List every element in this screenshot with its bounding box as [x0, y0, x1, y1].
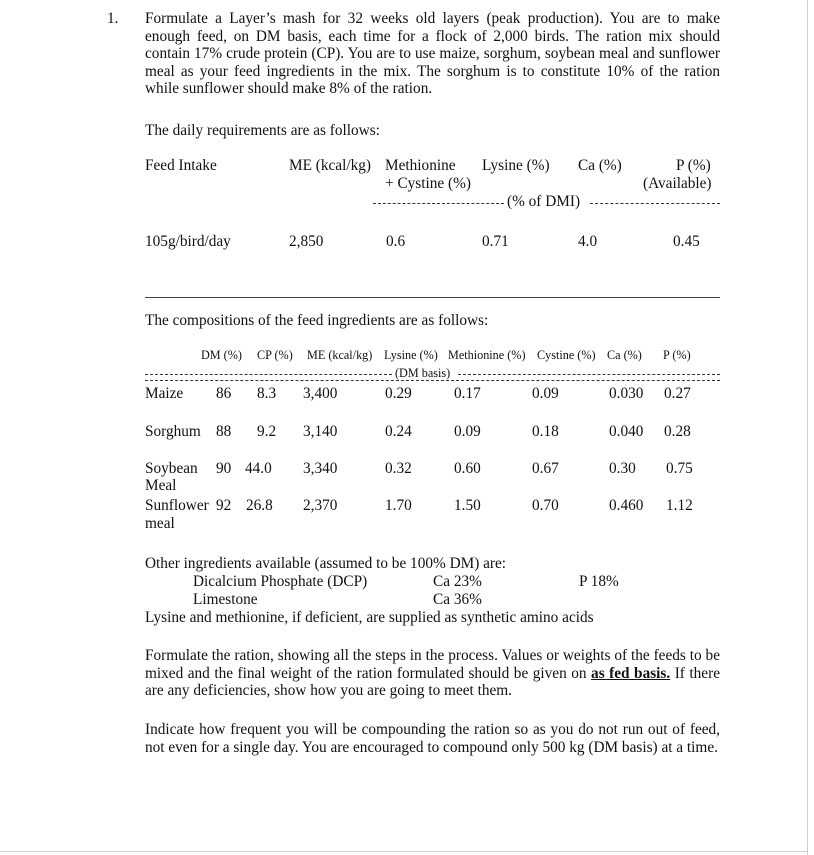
dcp-ca: Ca 23%	[433, 573, 482, 590]
row-sorghum-dm: 88	[216, 423, 232, 440]
col-lysine: Lysine (%)	[384, 348, 438, 362]
header-lysine: Lysine (%)	[482, 157, 550, 174]
daily-requirements-heading: The daily requirements are as follows:	[145, 122, 380, 139]
col-me: ME (kcal/kg)	[307, 348, 373, 362]
header-feed-intake: Feed Intake	[145, 157, 217, 174]
header-me: ME (kcal/kg)	[289, 157, 371, 174]
row-soybean-lys: 0.32	[385, 460, 412, 477]
formulate-paragraph	[145, 647, 720, 700]
amino-acid-note: Lysine and methionine, if deficient, are supplied as synthetic amino acids	[145, 609, 594, 626]
row-sunflower-me: 2,370	[303, 497, 338, 514]
row-sunflower-lys: 1.70	[385, 497, 412, 514]
row-soybean-meth: 0.60	[454, 460, 481, 477]
row-sorghum-lys: 0.24	[385, 423, 412, 440]
row-sorghum-ca: 0.040	[609, 423, 644, 440]
col-ca: Ca (%)	[607, 348, 642, 362]
value-me: 2,850	[289, 233, 324, 250]
unit-divider-left	[373, 203, 504, 204]
row-sorghum-name: Sorghum	[145, 423, 201, 440]
row-maize-lys: 0.29	[385, 385, 412, 402]
value-ca: 4.0	[578, 233, 598, 250]
row-sorghum-cp: 9.2	[257, 423, 277, 440]
row-sorghum-cys: 0.18	[532, 423, 559, 440]
section-divider	[145, 297, 720, 298]
header-methionine: Methionine	[385, 157, 456, 174]
col-cystine: Cystine (%)	[537, 348, 596, 362]
page-border-right	[807, 0, 808, 855]
limestone-name: Limestone	[193, 591, 258, 608]
col-methionine: Methionine (%)	[448, 348, 526, 362]
composition-heading: The compositions of the feed ingredients are as follows:	[145, 312, 489, 329]
header-p-available: (Available)	[643, 175, 712, 192]
value-lysine: 0.71	[482, 233, 509, 250]
value-feed-intake: 105g/bird/day	[145, 233, 231, 250]
row-soybean-name: Soybean	[145, 460, 198, 477]
unit-label: (% of DMI)	[507, 193, 581, 210]
row-maize-cp: 8.3	[257, 385, 277, 402]
row-maize-dm: 86	[216, 385, 232, 402]
dcp-name: Dicalcium Phosphate (DCP)	[193, 573, 368, 590]
intro-paragraph: Formulate a Layer’s mash for 32 weeks old layers (peak production). You are to make enough feed, on DM basis, each time for a flock of 2,000 birds. The ration mix should contain 17% crude protein (CP). You are to use maize, sorghum, soybean meal and sunflower meal as your feed ingredients in the mix. The sorghum is to constitute 10% of the ration while sunflower should make 8% of the ration.	[145, 10, 720, 97]
row-sunflower-cp: 26.8	[246, 497, 273, 514]
as-fed-basis-emphasis: as fed basis.	[591, 664, 671, 682]
page-border-bottom	[0, 851, 808, 852]
row-soybean-cys: 0.67	[532, 460, 559, 477]
basis-divider-left	[145, 374, 392, 375]
row-sorghum-me: 3,140	[303, 423, 338, 440]
header-p: P (%)	[676, 157, 711, 174]
question-number: 1.	[107, 10, 119, 27]
value-meth-cys: 0.6	[386, 233, 406, 250]
row-sunflower-cys: 0.70	[532, 497, 559, 514]
dcp-p: P 18%	[579, 573, 619, 590]
row-sorghum-p: 0.28	[664, 423, 691, 440]
row-soybean-me: 3,340	[303, 460, 338, 477]
basis-divider-right	[458, 374, 720, 375]
header-cystine: + Cystine (%)	[385, 175, 471, 192]
col-dm: DM (%)	[201, 348, 242, 362]
row-sorghum-meth: 0.09	[454, 423, 481, 440]
other-ingredients-heading: Other ingredients available (assumed to be 100% DM) are:	[145, 555, 507, 572]
row-maize-p: 0.27	[664, 385, 691, 402]
header-rule	[145, 380, 720, 381]
row-soybean-name-line2: Meal	[145, 477, 177, 494]
row-sunflower-dm: 92	[216, 497, 232, 514]
basis-label: (DM basis)	[395, 366, 451, 380]
row-maize-me: 3,400	[303, 385, 338, 402]
row-maize-meth: 0.17	[454, 385, 481, 402]
row-sunflower-meth: 1.50	[454, 497, 481, 514]
row-maize-cys: 0.09	[532, 385, 559, 402]
row-soybean-dm: 90	[216, 460, 232, 477]
row-soybean-p: 0.75	[666, 460, 693, 477]
row-soybean-cp: 44.0	[245, 460, 272, 477]
row-sunflower-p: 1.12	[666, 497, 693, 514]
row-sunflower-ca: 0.460	[609, 497, 644, 514]
formulate-text-1: Formulate the ration, showing all the steps in the process. Values or weights of the feeds to be mixed and the final weight of the ration formulated should be given on	[145, 647, 720, 682]
value-p: 0.45	[673, 233, 700, 250]
col-cp: CP (%)	[257, 348, 293, 362]
header-ca: Ca (%)	[578, 157, 622, 174]
row-sunflower-name-line2: meal	[145, 515, 175, 532]
unit-divider-right	[590, 203, 720, 204]
row-maize-ca: 0.030	[609, 385, 644, 402]
indicate-paragraph: Indicate how frequent you will be compounding the ration so as you do not run out of feed, not even for a single day. You are encouraged to compound only 500 kg (DM basis) at a time.	[145, 721, 720, 756]
row-maize-name: Maize	[145, 385, 184, 402]
limestone-ca: Ca 36%	[433, 591, 482, 608]
row-sunflower-name: Sunflower	[145, 497, 209, 514]
col-p: P (%)	[663, 348, 691, 362]
row-soybean-ca: 0.30	[609, 460, 636, 477]
formulate-text-2: If there are any deficiencies, show how you are going to meet them.	[145, 664, 720, 699]
